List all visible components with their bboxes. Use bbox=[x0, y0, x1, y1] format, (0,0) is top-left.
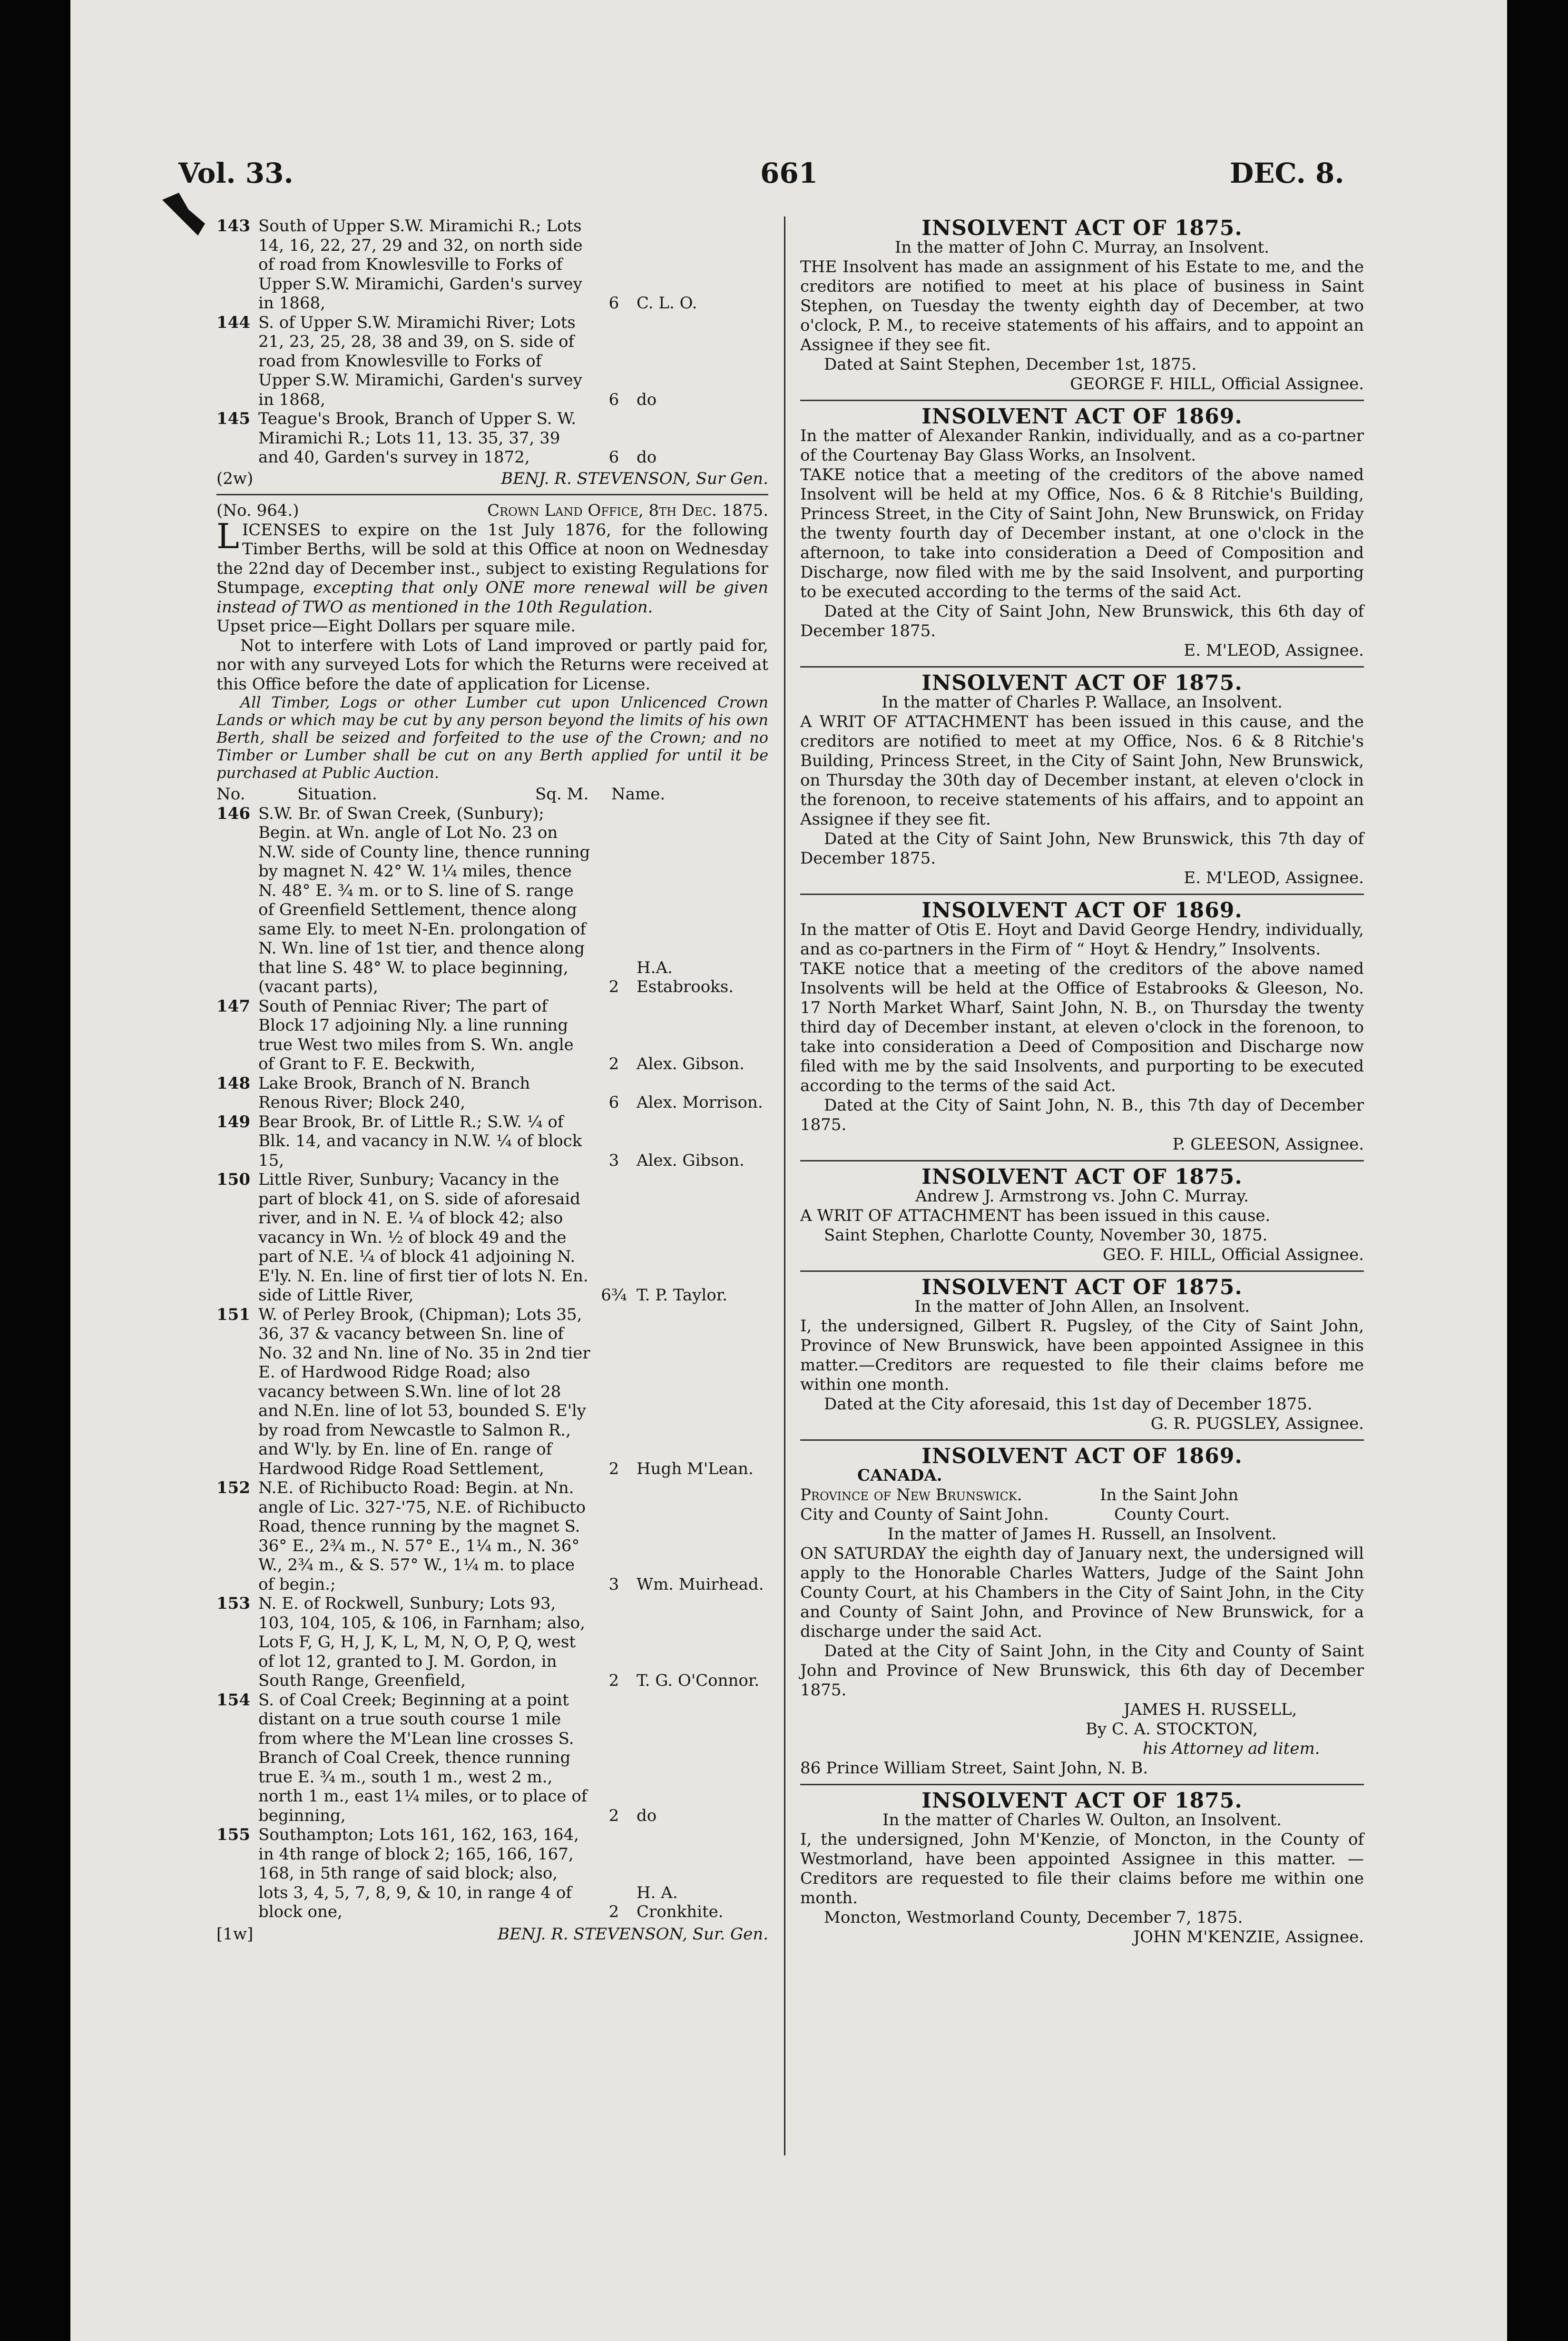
notice-body: TAKE notice that a meeting of the creditors of the above named Insolvent will be held at my Office, Nos. 6 & 8 Ritchie's Building, Princess Street, in the City of Saint John, New Brunswick, on Friday the twenty fourth day of December instant, at one o'clock in the afternoon, to take into consideration a Deed of Composition and Discharge, now filed with me by the said Insolvent, and purporting to be executed according to the terms of the said Act. bbox=[800, 465, 1364, 601]
notice-title: INSOLVENT ACT OF 1875. bbox=[921, 1789, 1243, 1813]
drop-cap: L bbox=[216, 516, 239, 556]
notice-dated: Moncton, Westmorland County, December 7, 1875. bbox=[824, 1908, 1243, 1927]
insertion-code: [1w] bbox=[216, 1924, 254, 1944]
lot-number: 152 bbox=[216, 1478, 250, 1497]
notice-matter: In the matter of Charles P. Wallace, an Insolvent. bbox=[882, 693, 1283, 712]
lot-row bbox=[216, 997, 768, 1074]
lot-square-miles: 2 bbox=[608, 1806, 619, 1825]
lot-licensee: Alex. Gibson. bbox=[637, 1054, 745, 1073]
notice-body: TAKE notice that a meeting of the creditors of the above named Insolvents will be held at the Office of Estabrooks & Gleeson, No. 17 North Market Wharf, Saint John, N. B., on Thursday the twenty third day of December instant, at eleven o'clock in the forenoon, to take into consideration a Deed of Composition and Discharge now filed with me by the said Insolvents, and purporting to be executed according to the terms of the said Act. bbox=[800, 959, 1364, 1095]
lot-square-miles: 3 bbox=[608, 1574, 619, 1594]
lot-licensee: do bbox=[637, 448, 657, 467]
lot-number: 144 bbox=[216, 313, 250, 332]
lot-number: 148 bbox=[216, 1073, 250, 1093]
notice-murray bbox=[800, 218, 1364, 394]
lot-square-miles: 6¾ bbox=[601, 1286, 627, 1305]
lot-row bbox=[216, 313, 768, 410]
surveyor-general-signature: BENJ. R. STEVENSON, Sur. Gen. bbox=[498, 1924, 768, 1944]
licenses-paragraph bbox=[216, 516, 768, 617]
notice-armstrong bbox=[800, 1167, 1364, 1265]
notice-rankin bbox=[800, 404, 1364, 660]
lot-square-miles: 6 bbox=[608, 448, 619, 467]
licenses-text: ICENSES to expire on the 1st July 1876, for the following Timber Berths, will be sold at this Office at noon on Wednesday the 22nd day of December inst., subject to existing Regulations for Stumpage, bbox=[216, 520, 768, 597]
notice-assignee: GEO. F. HILL, Official Assignee. bbox=[1102, 1245, 1364, 1264]
lot-row bbox=[216, 1112, 768, 1170]
signature-line bbox=[216, 1925, 768, 1944]
lot-square-miles: 3 bbox=[608, 1151, 619, 1170]
notice-title: INSOLVENT ACT OF 1875. bbox=[921, 1275, 1243, 1299]
notice-matter: In the matter of James H. Russell, an Insolvent. bbox=[887, 1525, 1277, 1544]
notice-body: A WRIT OF ATTACHMENT has been issued in this cause. bbox=[800, 1206, 1271, 1225]
lot-row bbox=[216, 1691, 768, 1826]
surveyor-general-signature: BENJ. R. STEVENSON, Sur Gen. bbox=[501, 469, 768, 488]
insertion-code: (2w) bbox=[216, 469, 254, 488]
column-divider bbox=[784, 216, 785, 2155]
notice-matter: In the matter of Alexander Rankin, individually, and as a co-partner of the Courtenay Bay Glass Works, an Insolvent. bbox=[800, 426, 1364, 465]
lot-situation: N.E. of Richibucto Road: Begin. at Nn. angle of Lic. 327-'75, N.E. of Richibucto Road, thence running by the magnet S. 36° E., 2¾ m., N. 57° E., 1¼ m., N. 36° W., 2¾ m., & S. 57° W., 1¼ m. to place of begin.; bbox=[258, 1478, 586, 1594]
lot-square-miles: 6 bbox=[608, 294, 619, 313]
court-line-2: County Court. bbox=[1114, 1505, 1230, 1524]
lot-square-miles: 2 bbox=[608, 1902, 619, 1921]
address-line: 86 Prince William Street, Saint John, N. B. bbox=[800, 1759, 1148, 1778]
right-column bbox=[800, 216, 1364, 1947]
lot-situation: Lake Brook, Branch of N. Branch Renous River; Block 240, bbox=[258, 1073, 530, 1112]
lot-situation: S.W. Br. of Swan Creek, (Sunbury); Begin. at Wn. angle of Lot No. 23 on N.W. side of County line, thence running by magnet N. 42° W. 1¼ miles, thence N. 48° E. ¾ m. or to S. line of S. range of Greenfield Settlement, thence along same Ely. to meet N-En. prolongation of N. Wn. line of 1st tier, and thence along that line S. 48° W. to place beginning, (vacant parts), bbox=[258, 804, 590, 996]
notice-russell bbox=[800, 1446, 1364, 1778]
lot-licensee: H.A. Estabrooks. bbox=[637, 958, 734, 996]
notice-title: INSOLVENT ACT OF 1869. bbox=[921, 404, 1243, 429]
notice-number: (No. 964.) bbox=[216, 501, 299, 520]
lot-row bbox=[216, 1478, 768, 1594]
lot-row bbox=[216, 1170, 768, 1305]
lot-row bbox=[216, 804, 768, 997]
table-header bbox=[216, 785, 768, 804]
timber-warning: All Timber, Logs or other Lumber cut upon Unlicenced Crown Lands or which may be cut by any person beyond the limits of his own Berth, shall be seized and forfeited to the use of the Crown; and no Timber or Lumber shall be cut on any Berth applied for until it be purchased at Public Auction. bbox=[216, 693, 768, 782]
notice-matter: Andrew J. Armstrong vs. John C. Murray. bbox=[915, 1187, 1249, 1206]
lot-licensee: T. P. Taylor. bbox=[637, 1286, 728, 1305]
notice-title: INSOLVENT ACT OF 1869. bbox=[921, 1444, 1243, 1468]
lot-situation: S. of Upper S.W. Miramichi River; Lots 21, 23, 25, 28, 38 and 39, on S. side of road from Knowlesville to Forks of Upper S.W. Miramichi, Garden's survey in 1868, bbox=[258, 313, 582, 409]
interference-notice: Not to interfere with Lots of Land improved or partly paid for, nor with any surveyed Lots for which the Returns were received at this Office before the date of application for License. bbox=[216, 636, 768, 694]
lot-situation: Bear Brook, Br. of Little R.; S.W. ¼ of Blk. 14, and vacancy in N.W. ¼ of block 15, bbox=[258, 1112, 582, 1170]
notice-matter: In the matter of Otis E. Hoyt and David George Hendry, individually, and as co-partners in the Firm of “ Hoyt & Hendry,” Insolvents. bbox=[800, 920, 1364, 959]
notice-dated: Dated at Saint Stephen, December 1st, 1875. bbox=[824, 355, 1197, 374]
court-line-1: In the Saint John bbox=[1100, 1485, 1239, 1505]
lot-licensee: Hugh M'Lean. bbox=[637, 1459, 754, 1478]
lot-row bbox=[216, 1074, 768, 1112]
renewal-exception: excepting that only ONE more renewal will be given instead of TWO as mentioned in the 10th Regulation. bbox=[216, 578, 768, 617]
lot-row bbox=[216, 1825, 768, 1922]
col-header-sqm: Sq. M. bbox=[535, 785, 589, 804]
issue-date: DEC. 8. bbox=[1230, 157, 1344, 189]
notice-assignee: E. M'LEOD, Assignee. bbox=[1184, 641, 1364, 660]
notice-hoyt-hendry bbox=[800, 898, 1364, 1154]
page-number: 661 bbox=[760, 157, 818, 189]
court-caption bbox=[800, 1485, 1364, 1525]
notice-dated: Dated at the City of Saint John, New Brunswick, this 7th day of December 1875. bbox=[800, 829, 1364, 868]
canada-heading: CANADA. bbox=[857, 1466, 942, 1485]
lot-square-miles: 2 bbox=[608, 977, 619, 996]
section-rule bbox=[800, 894, 1364, 895]
col-header-no: No. bbox=[216, 785, 245, 804]
section-rule bbox=[800, 1160, 1364, 1161]
lot-licensee: C. L. O. bbox=[637, 294, 697, 313]
province-line: Province of New Brunswick. bbox=[800, 1485, 1022, 1505]
lot-licensee: H. A. Cronkhite. bbox=[637, 1883, 724, 1921]
upset-price: Upset price—Eight Dollars per square mile. bbox=[216, 617, 576, 636]
lot-licensee: Wm. Muirhead. bbox=[637, 1574, 764, 1594]
lot-situation: N. E. of Rockwell, Sunbury; Lots 93, 103, 104, 105, & 106, in Farnham; also, Lots F, G, H, J, K, L, M, N, O, P, Q, west of lot 12, granted to J. M. Gordon, in South Range, Greenfield, bbox=[258, 1594, 585, 1690]
section-rule bbox=[800, 666, 1364, 668]
notice-header bbox=[216, 501, 768, 521]
lot-number: 151 bbox=[216, 1305, 250, 1324]
notice-title: INSOLVENT ACT OF 1875. bbox=[921, 671, 1243, 695]
notice-oulton bbox=[800, 1791, 1364, 1947]
lot-number: 154 bbox=[216, 1690, 250, 1710]
lot-table bbox=[216, 804, 768, 1922]
notice-assignee: JOHN M'KENZIE, Assignee. bbox=[1133, 1928, 1364, 1947]
notice-dated: Dated at the City aforesaid, this 1st day of December 1875. bbox=[824, 1395, 1313, 1414]
notice-allen bbox=[800, 1275, 1364, 1434]
pointing-hand-icon bbox=[160, 190, 212, 243]
notice-dated: Saint Stephen, Charlotte County, November 30, 1875. bbox=[824, 1226, 1268, 1245]
lot-situation: Southampton; Lots 161, 162, 163, 164, in 4th range of block 2; 165, 166, 167, 168, in 5th range of said block; also, lots 3, 4, 5, 7, 8, 9, & 10, in range 4 of block one, bbox=[258, 1825, 579, 1921]
notice-body: A WRIT OF ATTACHMENT has been issued in this cause, and the creditors are notified to meet at my Office, Nos. 6 & 8 Ritchie's Building, Princess Street, in the City of Saint John, New Brunswick, on Thursday the 30th day of December instant, at eleven o'clock in the forenoon, to receive statements of his affairs, and to appoint an Assignee if they see fit. bbox=[800, 712, 1364, 829]
notice-assignee: G. R. PUGSLEY, Assignee. bbox=[1150, 1414, 1364, 1433]
attorney-line: his Attorney ad litem. bbox=[1143, 1739, 1320, 1758]
section-rule bbox=[800, 1270, 1364, 1272]
lot-licensee: Alex. Morrison. bbox=[637, 1093, 763, 1112]
lot-row bbox=[216, 1305, 768, 1479]
col-header-name: Name. bbox=[611, 785, 666, 804]
notice-dated: Dated at the City of Saint John, N. B., this 7th day of December 1875. bbox=[800, 1096, 1364, 1134]
lot-square-miles: 6 bbox=[608, 1093, 619, 1112]
notice-body: I, the undersigned, John M'Kenzie, of Moncton, in the County of Westmorland, have been appointed Assignee in this matter. —Creditors are requested to file their claims before me within one month. bbox=[800, 1830, 1364, 1908]
lot-row bbox=[216, 216, 768, 313]
volume-number: Vol. 33. bbox=[178, 157, 294, 189]
left-column bbox=[216, 216, 768, 1944]
lot-list-continued bbox=[216, 216, 768, 467]
lot-number: 155 bbox=[216, 1825, 250, 1844]
section-rule bbox=[800, 1439, 1364, 1441]
notice-matter: In the matter of Charles W. Oulton, an Insolvent. bbox=[882, 1810, 1282, 1830]
notice-assignee: P. GLEESON, Assignee. bbox=[1172, 1135, 1364, 1154]
lot-square-miles: 2 bbox=[608, 1054, 619, 1073]
lot-licensee: do bbox=[637, 390, 657, 409]
lot-row bbox=[216, 409, 768, 467]
col-header-situation: Situation. bbox=[297, 785, 377, 804]
notice-wallace bbox=[800, 673, 1364, 888]
lot-licensee: Alex. Gibson. bbox=[637, 1151, 745, 1170]
lot-number: 150 bbox=[216, 1170, 250, 1189]
signature-stockton: By C. A. STOCKTON, bbox=[1086, 1720, 1258, 1739]
notice-matter: In the matter of John C. Murray, an Insolvent. bbox=[894, 238, 1270, 257]
notice-body: THE Insolvent has made an assignment of his Estate to me, and the creditors are notified to meet at his place of business in Saint Stephen, on Tuesday the twenty eighth day of December, at two o'clock, P. M., to receive statements of his affairs, and to appoint an Assignee if they see fit. bbox=[800, 257, 1364, 354]
lot-situation: Teague's Brook, Branch of Upper S. W. Miramichi R.; Lots 11, 13. 35, 37, 39 and 40, Garden's survey in 1872, bbox=[258, 409, 577, 467]
section-rule bbox=[800, 1784, 1364, 1785]
notice-matter: In the matter of John Allen, an Insolvent. bbox=[914, 1297, 1250, 1316]
crown-land-office-date: Crown Land Office, 8th Dec. 1875. bbox=[487, 501, 768, 520]
section-rule bbox=[800, 400, 1364, 401]
signature-line bbox=[216, 469, 768, 489]
city-county-line: City and County of Saint John. bbox=[800, 1505, 1049, 1524]
lot-situation: Little River, Sunbury; Vacancy in the part of block 41, on S. side of aforesaid river, and in N. E. ¼ of block 42; also vacancy in Wn. ½ of block 49 and the part of N.E. ¼ of block 41 adjoining N. E'ly. N. En. line of first tier of lots N. En. side of Little River, bbox=[258, 1170, 588, 1305]
lot-licensee: T. G. O'Connor. bbox=[637, 1671, 760, 1690]
section-rule bbox=[216, 494, 768, 495]
lot-situation: S. of Coal Creek; Beginning at a point distant on a true south course 1 mile from where the M'Lean line crosses S. Branch of Coal Creek, thence running true E. ¾ m., south 1 m., west 2 m., north 1 m., east 1¼ miles, or to place of beginning, bbox=[258, 1690, 588, 1825]
notice-title: INSOLVENT ACT OF 1875. bbox=[921, 216, 1243, 240]
notice-assignee: GEORGE F. HILL, Official Assignee. bbox=[1070, 374, 1364, 393]
lot-situation: W. of Perley Brook, (Chipman); Lots 35, 36, 37 & vacancy between Sn. line of No. 32 and Nn. line of No. 35 in 2nd tier E. of Hardwood Ridge Road; also vacancy between S.Wn. line of lot 28 and N.En. line of lot 53, bounded S. E'ly by road from Newcastle to Salmon R., and W'ly. by En. line of En. range of Hardwood Ridge Road Settlement, bbox=[258, 1305, 590, 1478]
lot-number: 153 bbox=[216, 1594, 250, 1613]
notice-assignee: E. M'LEOD, Assignee. bbox=[1184, 868, 1364, 887]
notice-title: INSOLVENT ACT OF 1875. bbox=[921, 1165, 1243, 1189]
lot-square-miles: 2 bbox=[608, 1671, 619, 1690]
lot-number: 149 bbox=[216, 1112, 250, 1131]
notice-body: I, the undersigned, Gilbert R. Pugsley, of the City of Saint John, Province of New Brunswick, have been appointed Assignee in this matter.—Creditors are requested to file their claims before me within one month. bbox=[800, 1317, 1364, 1394]
lot-square-miles: 6 bbox=[608, 390, 619, 409]
signature-russell: JAMES H. RUSSELL, bbox=[1124, 1700, 1297, 1719]
lot-number: 143 bbox=[216, 216, 250, 236]
lot-square-miles: 2 bbox=[608, 1459, 619, 1478]
lot-licensee: do bbox=[637, 1806, 657, 1825]
lot-number: 147 bbox=[216, 996, 250, 1016]
notice-body: ON SATURDAY the eighth day of January next, the undersigned will apply to the Honorable Charles Watters, Judge of the Saint John County Court, at his Chambers in the City of Saint John, in the City and County of Saint John, and Province of New Brunswick, for a discharge under the said Act. bbox=[800, 1544, 1364, 1641]
lot-number: 146 bbox=[216, 804, 250, 823]
notice-dated: Dated at the City of Saint John, New Brunswick, this 6th day of December 1875. bbox=[800, 602, 1364, 640]
lot-number: 145 bbox=[216, 409, 250, 428]
lot-row bbox=[216, 1594, 768, 1691]
lot-situation: South of Upper S.W. Miramichi R.; Lots 14, 16, 22, 27, 29 and 32, on north side of road from Knowlesville to Forks of Upper S.W. Miramichi, Garden's survey in 1868, bbox=[258, 216, 583, 313]
notice-dated: Dated at the City of Saint John, in the City and County of Saint John and Province of New Brunswick, this 6th day of December 1875. bbox=[800, 1642, 1364, 1700]
notice-title: INSOLVENT ACT OF 1869. bbox=[921, 898, 1243, 923]
lot-situation: South of Penniac River; The part of Block 17 adjoining Nly. a line running true West two miles from S. Wn. angle of Grant to F. E. Beckwith, bbox=[258, 996, 574, 1073]
